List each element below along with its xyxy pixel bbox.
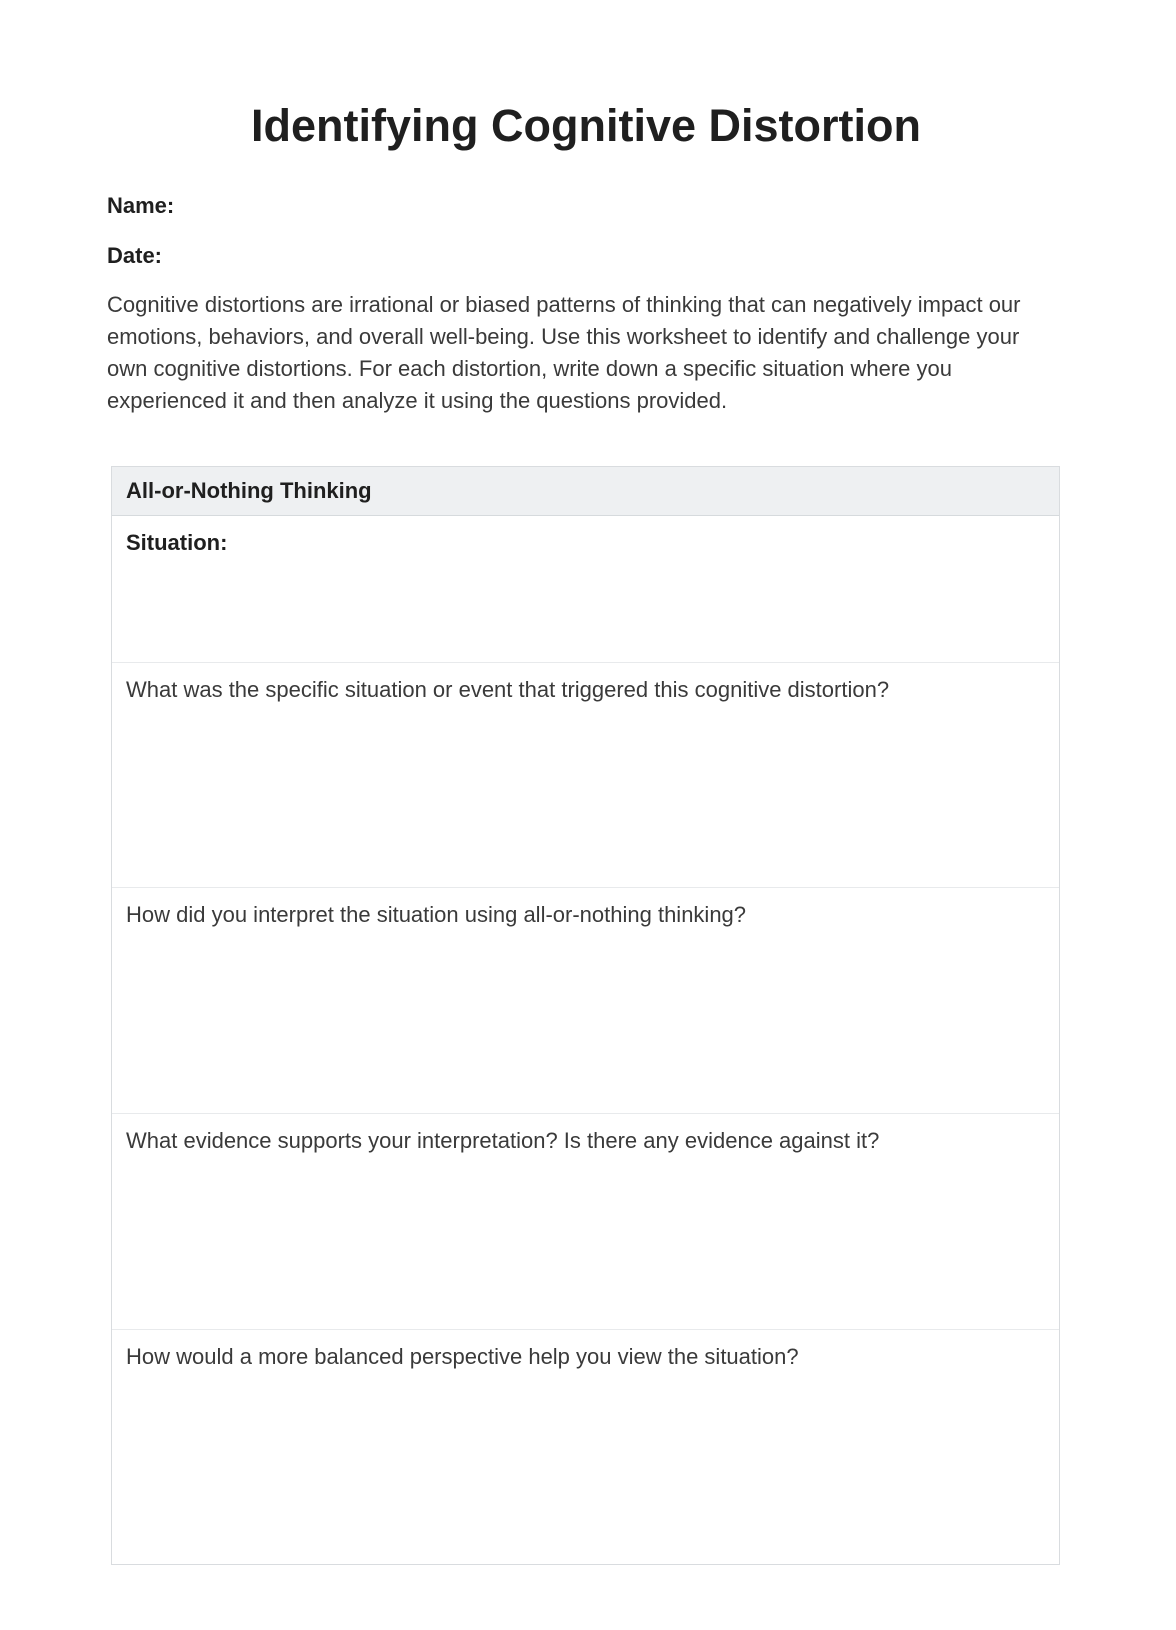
table-row-question-balanced-perspective (112, 1330, 1059, 1564)
question-evidence-label: What evidence supports your interpretation? Is there any evidence against it? (126, 1128, 880, 1153)
table-section-header (112, 467, 1059, 516)
table-row-question-interpretation (112, 888, 1059, 1114)
question-trigger-label: What was the specific situation or event that triggered this cognitive distortion? (126, 677, 890, 702)
table-row-situation (112, 516, 1059, 663)
name-field-label: Name: (107, 193, 175, 218)
page-title: Identifying Cognitive Distortion (251, 100, 921, 151)
date-field-label: Date: (107, 243, 163, 268)
table-row-question-trigger (112, 663, 1059, 888)
question-balanced-perspective-label: How would a more balanced perspective help you view the situation? (126, 1344, 799, 1369)
intro-paragraph: Cognitive distortions are irrational or biased patterns of thinking that can negatively impact our emotions, behaviors, and overall well-being. Use this worksheet to identify and challenge your own cognitive distortions. For each distortion, write down a specific situation where you experienced it and then analyze it using the questions provided. (107, 292, 1021, 413)
table-row-question-evidence (112, 1114, 1059, 1330)
distortion-table (111, 466, 1060, 1565)
situation-label: Situation: (126, 530, 228, 555)
question-interpretation-label: How did you interpret the situation using all-or-nothing thinking? (126, 902, 747, 927)
table-section-header-label: All-or-Nothing Thinking (126, 478, 372, 503)
